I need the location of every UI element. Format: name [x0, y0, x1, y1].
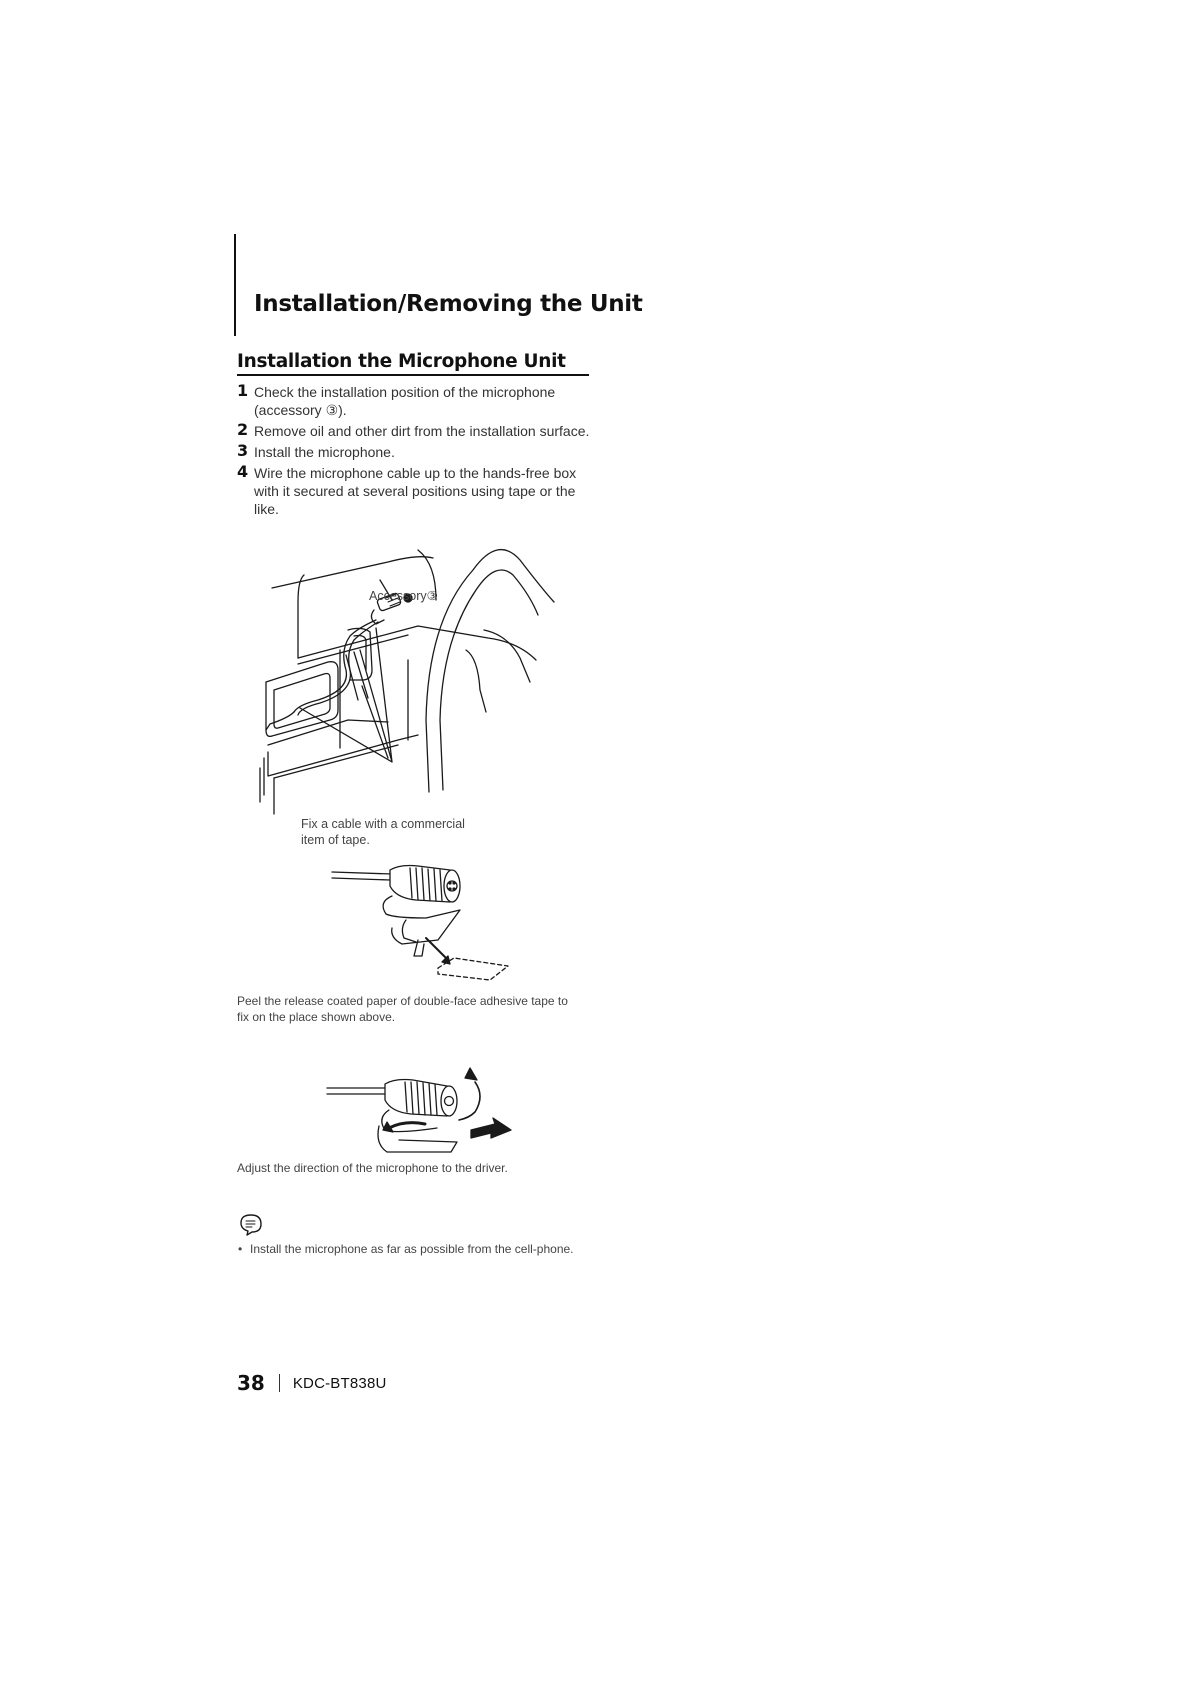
- step-number: 4: [237, 462, 249, 481]
- tape-label-line2: item of tape.: [301, 833, 370, 847]
- step-text: Remove oil and other dirt from the installation surface.: [254, 423, 590, 439]
- page-number: 38: [237, 1371, 265, 1395]
- model-name: KDC-BT838U: [292, 1374, 387, 1392]
- peel-caption-line1: Peel the release coated paper of double-face adhesive tape to: [237, 994, 568, 1008]
- section-title: Installation/Removing the Unit: [254, 291, 643, 317]
- step-text: Install the microphone.: [254, 444, 395, 460]
- step-item: [237, 464, 597, 518]
- step-item: [237, 383, 597, 419]
- note-text-item: [238, 1241, 580, 1258]
- step-text: Wire the microphone cable up to the hands-free box with it secured at several positions using tape or the like.: [254, 465, 577, 517]
- note-text: Install the microphone as far as possible from the cell-phone.: [250, 1242, 574, 1256]
- step-item: [237, 422, 597, 440]
- note-icon: [238, 1213, 264, 1237]
- dashboard-installation-illustration: [258, 540, 558, 825]
- step-number: 2: [237, 420, 249, 439]
- section-marker-bar: [234, 234, 236, 336]
- tape-label-line1: Fix a cable with a commercial: [301, 817, 465, 831]
- adjust-caption: Adjust the direction of the microphone to the driver.: [237, 1161, 508, 1175]
- step-number: 3: [237, 441, 249, 460]
- accessory-label: Accessory③: [369, 589, 438, 603]
- microphone-tape-illustration: [330, 858, 520, 988]
- note-bullet: •: [238, 1242, 243, 1256]
- step-number: 1: [237, 381, 249, 400]
- subsection-title: Installation the Microphone Unit: [237, 351, 589, 376]
- microphone-direction-illustration: [325, 1058, 530, 1166]
- footer-separator: [279, 1374, 280, 1392]
- steps-list: [237, 383, 597, 521]
- step-item: [237, 443, 597, 461]
- tape-label: [301, 816, 465, 848]
- peel-caption: [237, 993, 597, 1025]
- step-text: Check the installation position of the microphone (accessory ③).: [254, 384, 556, 418]
- peel-caption-line2: fix on the place shown above.: [237, 1010, 396, 1024]
- page-footer: [237, 1371, 387, 1395]
